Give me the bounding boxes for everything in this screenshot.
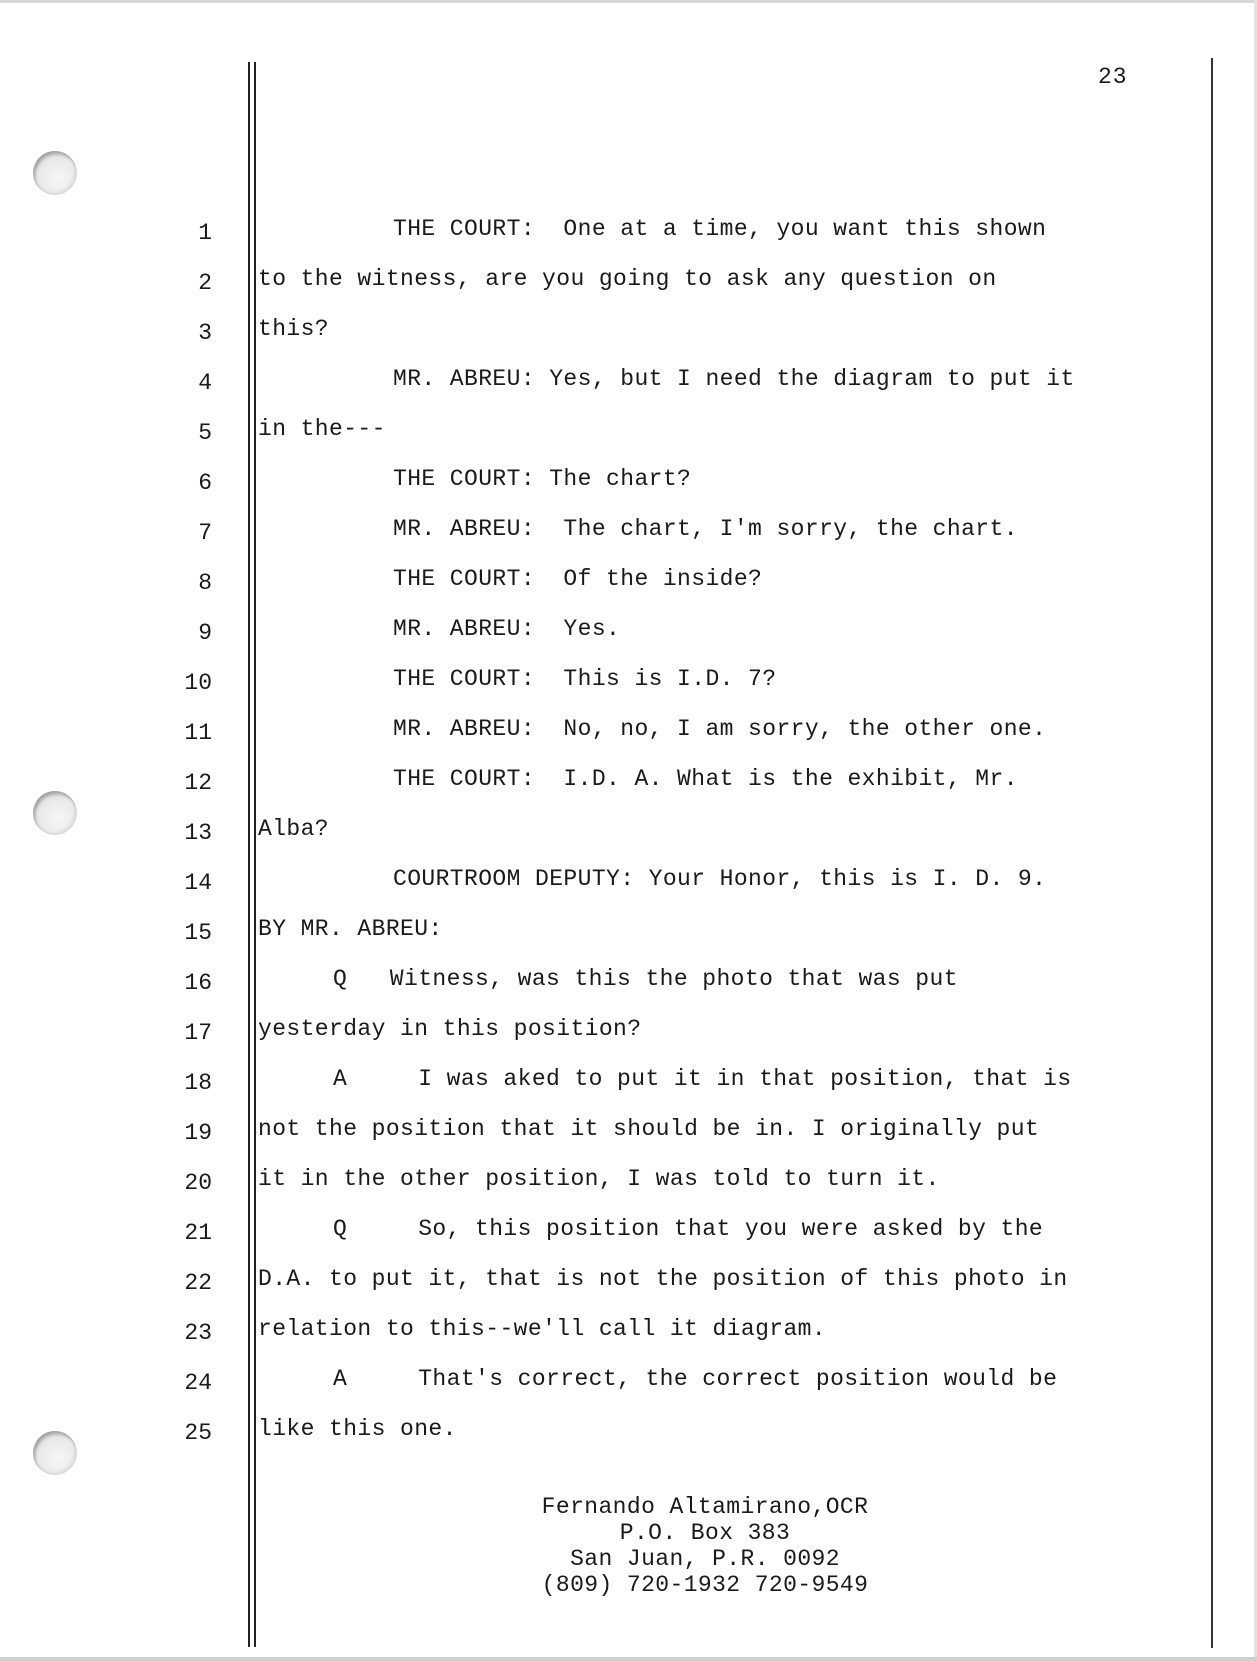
transcript-line: this? [258, 316, 330, 342]
line-number: 21 [184, 1220, 212, 1246]
left-margin-rule-outer [248, 62, 250, 1647]
transcript-line: COURTROOM DEPUTY: Your Honor, this is I. D. 9. [393, 866, 1047, 892]
transcript-line: yesterday in this position? [258, 1016, 642, 1042]
transcript-line: A That's correct, the correct position would be [333, 1366, 1058, 1392]
reporter-phone-numbers: (809) 720-1932 720-9549 [541, 1572, 869, 1598]
left-margin-rule-inner [254, 62, 256, 1647]
line-number: 9 [198, 620, 212, 646]
line-number: 1 [198, 220, 212, 246]
line-number: 8 [198, 570, 212, 596]
line-number: 12 [184, 770, 212, 796]
line-number: 6 [198, 470, 212, 496]
line-number: 7 [198, 520, 212, 546]
page-number: 23 [1098, 64, 1128, 90]
line-number: 4 [198, 370, 212, 396]
line-number: 10 [184, 670, 212, 696]
line-number: 22 [184, 1270, 212, 1296]
reporter-name: Fernando Altamirano,OCR [541, 1494, 869, 1520]
transcript-line: THE COURT: I.D. A. What is the exhibit, Mr. [393, 766, 1018, 792]
line-number: 15 [184, 920, 212, 946]
right-margin-rule [1211, 58, 1213, 1648]
line-number: 24 [184, 1370, 212, 1396]
transcript-line: MR. ABREU: Yes. [393, 616, 621, 642]
line-number: 17 [184, 1020, 212, 1046]
transcript-line: like this one. [258, 1416, 457, 1442]
page-bottom-edge [0, 1657, 1257, 1661]
transcript-line: Q Witness, was this the photo that was put [333, 966, 958, 992]
line-number: 20 [184, 1170, 212, 1196]
transcript-line: D.A. to put it, that is not the position of this photo in [258, 1266, 1068, 1292]
line-number: 16 [184, 970, 212, 996]
transcript-line: Alba? [258, 816, 330, 842]
line-number: 2 [198, 270, 212, 296]
transcript-line: MR. ABREU: No, no, I am sorry, the other one. [393, 716, 1047, 742]
line-number: 19 [184, 1120, 212, 1146]
transcript-line: MR. ABREU: Yes, but I need the diagram to put it [393, 366, 1075, 392]
line-number: 23 [184, 1320, 212, 1346]
transcript-line: A I was aked to put it in that position, that is [333, 1066, 1072, 1092]
transcript-line: it in the other position, I was told to turn it. [258, 1166, 940, 1192]
transcript-line: THE COURT: The chart? [393, 466, 692, 492]
transcript-line: not the position that it should be in. I originally put [258, 1116, 1040, 1142]
transcript-line: BY MR. ABREU: [258, 916, 443, 942]
transcript-line: in the--- [258, 416, 386, 442]
line-number: 25 [184, 1420, 212, 1446]
line-number: 3 [198, 320, 212, 346]
line-number: 18 [184, 1070, 212, 1096]
line-number: 14 [184, 870, 212, 896]
transcript-line: THE COURT: This is I.D. 7? [393, 666, 777, 692]
transcript-line: Q So, this position that you were asked by the [333, 1216, 1044, 1242]
binder-hole-bottom [33, 1431, 77, 1475]
transcript-line: to the witness, are you going to ask any question on [258, 266, 997, 292]
line-number: 11 [184, 720, 212, 746]
reporter-address-line-1: P.O. Box 383 [619, 1520, 791, 1546]
binder-hole-top [33, 151, 77, 195]
reporter-address-line-2: San Juan, P.R. 0092 [570, 1546, 840, 1572]
binder-hole-middle [33, 791, 77, 835]
line-number: 5 [198, 420, 212, 446]
transcript-line: relation to this--we'll call it diagram. [258, 1316, 827, 1342]
page-top-edge [0, 0, 1257, 3]
line-number: 13 [184, 820, 212, 846]
transcript-line: THE COURT: Of the inside? [393, 566, 763, 592]
transcript-line: MR. ABREU: The chart, I'm sorry, the chart. [393, 516, 1018, 542]
transcript-line: THE COURT: One at a time, you want this shown [393, 216, 1047, 242]
